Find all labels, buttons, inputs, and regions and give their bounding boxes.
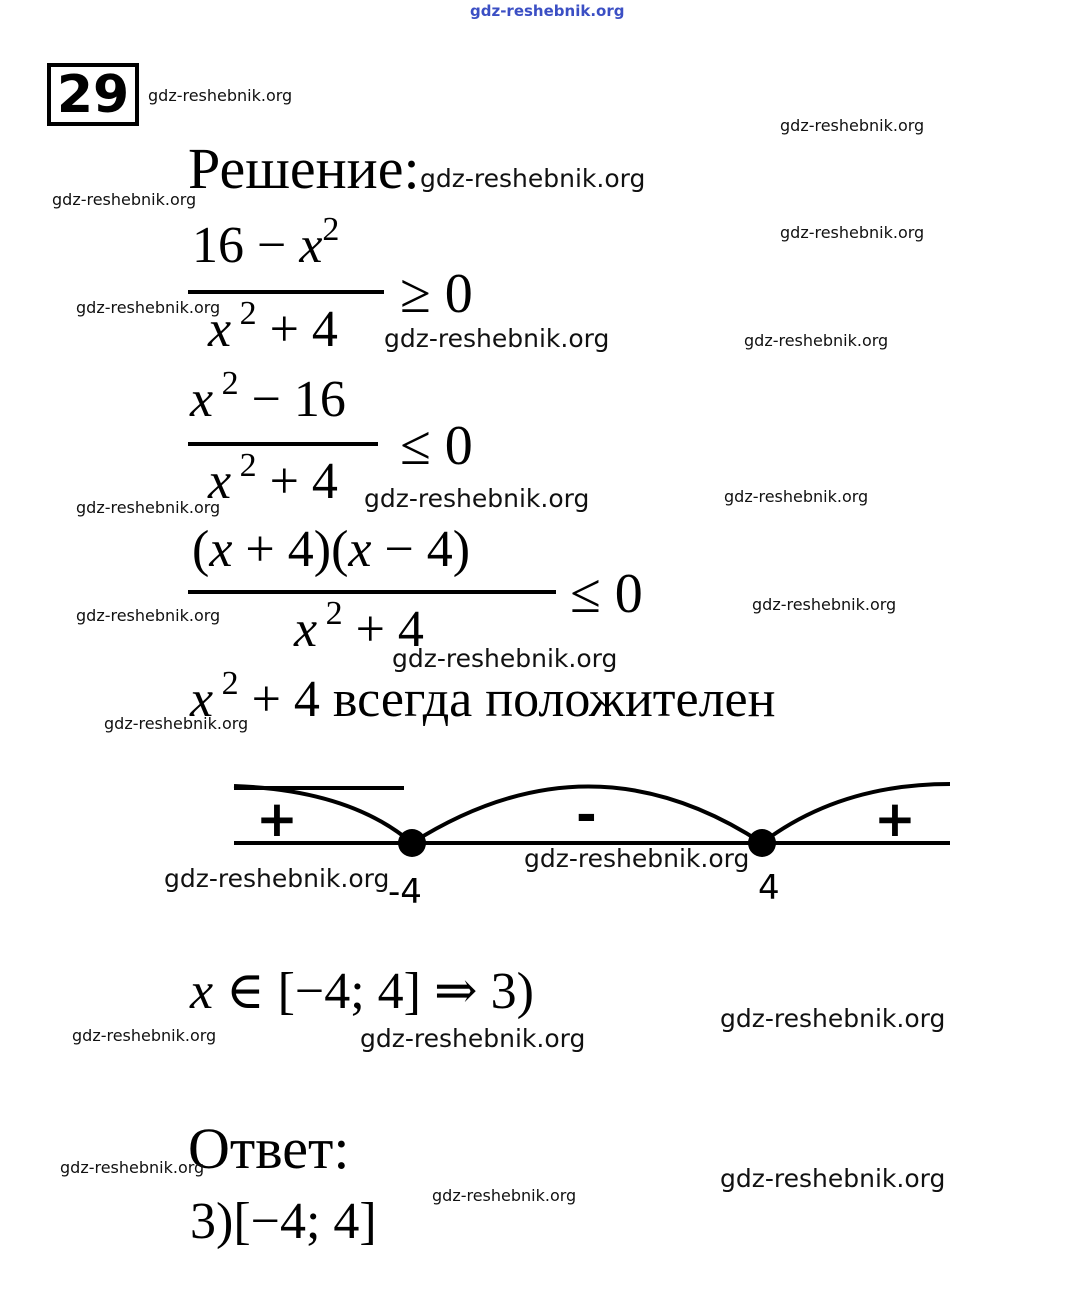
watermark: gdz-reshebnik.org	[76, 298, 221, 317]
answer-value: 3)[−4; 4]	[190, 1193, 377, 1250]
watermark: gdz-reshebnik.org	[392, 644, 618, 673]
watermark: gdz-reshebnik.org	[72, 1026, 217, 1045]
step-3-relation: ≤ 0	[570, 563, 643, 625]
watermark: gdz-reshebnik.org	[52, 190, 197, 209]
sign-arc-right	[762, 784, 950, 843]
watermark: gdz-reshebnik.org	[780, 223, 925, 242]
step-1-numerator: $16 - x^2$	[192, 211, 340, 274]
step-3-denominator: x $^2$ + 4	[294, 595, 424, 658]
watermark: gdz-reshebnik.org	[360, 1024, 586, 1053]
watermark: gdz-reshebnik.org	[720, 1164, 946, 1193]
step-2-relation: ≤ 0	[400, 415, 473, 477]
step-2-numerator: x $^2$ − 16	[190, 365, 346, 428]
point-label-four: 4	[758, 868, 780, 908]
watermark-top: gdz-reshebnik.org	[470, 2, 625, 20]
step-2-denominator: x $^2$ + 4	[208, 447, 338, 510]
watermark: gdz-reshebnik.org	[384, 324, 610, 353]
watermark: gdz-reshebnik.org	[420, 164, 646, 193]
solution-heading: Решение:	[188, 136, 420, 201]
watermark: gdz-reshebnik.org	[432, 1186, 577, 1205]
point-four	[748, 829, 776, 857]
point-label-minus-four: -4	[388, 872, 422, 912]
watermark: gdz-reshebnik.org	[744, 331, 889, 350]
watermark: gdz-reshebnik.org	[148, 86, 293, 105]
watermark: gdz-reshebnik.org	[364, 484, 590, 513]
sign-left: +	[256, 790, 298, 848]
watermark: gdz-reshebnik.org	[104, 714, 249, 733]
watermark: gdz-reshebnik.org	[780, 116, 925, 135]
step-1-denominator: x $^2$ + 4	[208, 295, 338, 358]
watermark: gdz-reshebnik.org	[720, 1004, 946, 1033]
step-1-relation: ≥ 0	[400, 263, 473, 325]
watermark: gdz-reshebnik.org	[724, 487, 869, 506]
watermark: gdz-reshebnik.org	[76, 498, 221, 517]
result-line: x ∈ [−4; 4] ⇒ 3)	[190, 963, 534, 1020]
positivity-note: x $^2$ + 4 всегда положителен	[190, 665, 776, 728]
point-minus-four	[398, 829, 426, 857]
step-3-numerator: (x + 4)(x − 4)	[192, 521, 471, 578]
sign-middle: -	[576, 786, 597, 844]
watermark: gdz-reshebnik.org	[164, 864, 390, 893]
watermark: gdz-reshebnik.org	[60, 1158, 205, 1177]
task-number: 29	[47, 63, 139, 126]
watermark: gdz-reshebnik.org	[524, 844, 750, 873]
watermark: gdz-reshebnik.org	[752, 595, 897, 614]
watermark: gdz-reshebnik.org	[76, 606, 221, 625]
answer-heading: Ответ:	[188, 1116, 350, 1181]
sign-right: +	[874, 790, 916, 848]
